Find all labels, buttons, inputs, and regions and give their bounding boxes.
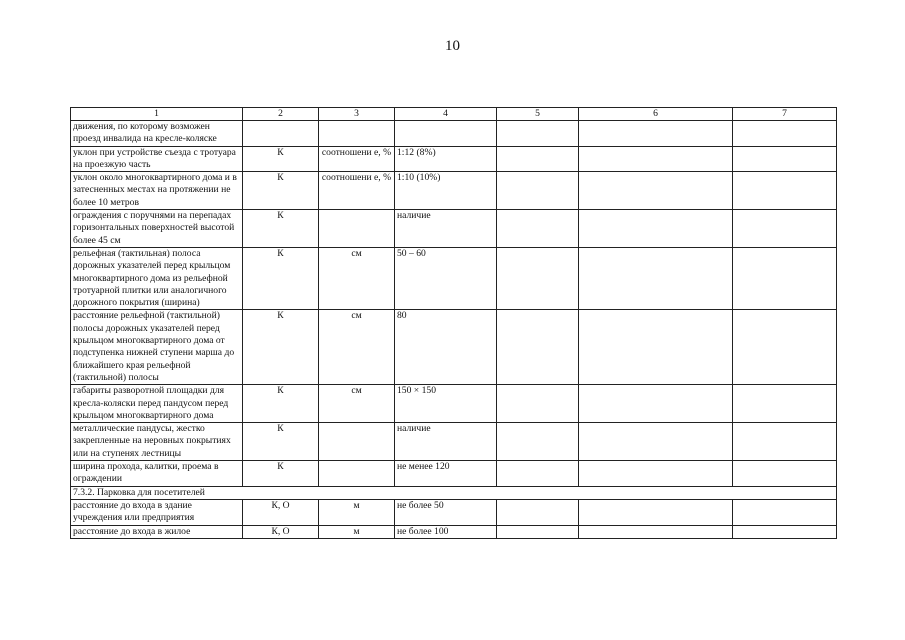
- column-header: 7: [733, 108, 837, 121]
- parameter-cell: расстояние рельефной (тактильной) полосы дорожных указателей перед крыльцом многоквартирного дома от подступенка нижней ступени марша до ближайшего края рельефной (тактильной) полосы: [71, 310, 243, 385]
- table-row: [71, 146, 837, 172]
- value-cell: [497, 210, 579, 248]
- value-cell: м: [319, 499, 395, 525]
- value-cell: [733, 146, 837, 172]
- value-cell: [395, 121, 497, 147]
- column-header: 3: [319, 108, 395, 121]
- value-cell: [733, 525, 837, 538]
- value-cell: [733, 423, 837, 461]
- value-cell: [497, 310, 579, 385]
- value-cell: [733, 499, 837, 525]
- requirements-table: [70, 107, 837, 539]
- value-cell: [579, 423, 733, 461]
- value-cell: [579, 172, 733, 210]
- value-cell: К: [243, 461, 319, 487]
- section-title: 7.3.2. Парковка для посетителей: [71, 486, 837, 499]
- column-header: 1: [71, 108, 243, 121]
- column-header: 6: [579, 108, 733, 121]
- table-row: [71, 423, 837, 461]
- value-cell: [319, 210, 395, 248]
- value-cell: соотношени е, %: [319, 172, 395, 210]
- value-cell: [733, 172, 837, 210]
- value-cell: [319, 423, 395, 461]
- value-cell: [243, 121, 319, 147]
- value-cell: [497, 499, 579, 525]
- table-row: [71, 172, 837, 210]
- value-cell: К: [243, 210, 319, 248]
- value-cell: 80: [395, 310, 497, 385]
- value-cell: [579, 525, 733, 538]
- parameter-cell: расстояние до входа в здание учреждения или предприятия: [71, 499, 243, 525]
- value-cell: 1:10 (10%): [395, 172, 497, 210]
- parameter-cell: металлические пандусы, жестко закрепленные на неровных покрытиях или на ступенях лестницы: [71, 423, 243, 461]
- value-cell: К: [243, 310, 319, 385]
- value-cell: 50 – 60: [395, 247, 497, 309]
- value-cell: [733, 210, 837, 248]
- value-cell: [497, 525, 579, 538]
- value-cell: наличие: [395, 423, 497, 461]
- value-cell: [497, 172, 579, 210]
- table-row: [71, 385, 837, 423]
- parameter-cell: расстояние до входа в жилое: [71, 525, 243, 538]
- table-row: [71, 499, 837, 525]
- column-header: 5: [497, 108, 579, 121]
- value-cell: [579, 146, 733, 172]
- value-cell: К: [243, 385, 319, 423]
- value-cell: [497, 385, 579, 423]
- value-cell: [579, 499, 733, 525]
- page-number: 10: [445, 38, 460, 54]
- value-cell: К: [243, 172, 319, 210]
- value-cell: [733, 121, 837, 147]
- parameter-cell: уклон около многоквартирного дома и в затесненных местах на протяжении не более 10 метров: [71, 172, 243, 210]
- value-cell: [319, 461, 395, 487]
- value-cell: [497, 247, 579, 309]
- value-cell: 150 × 150: [395, 385, 497, 423]
- value-cell: [579, 210, 733, 248]
- table-row: [71, 247, 837, 309]
- value-cell: [497, 121, 579, 147]
- value-cell: не более 50: [395, 499, 497, 525]
- value-cell: [733, 247, 837, 309]
- parameter-cell: уклон при устройстве съезда с тротуара на проезжую часть: [71, 146, 243, 172]
- value-cell: м: [319, 525, 395, 538]
- value-cell: [319, 121, 395, 147]
- table-row: [71, 461, 837, 487]
- value-cell: [497, 423, 579, 461]
- table-row: [71, 121, 837, 147]
- value-cell: [579, 385, 733, 423]
- table-row: [71, 210, 837, 248]
- value-cell: соотношени е, %: [319, 146, 395, 172]
- value-cell: К: [243, 247, 319, 309]
- value-cell: [733, 461, 837, 487]
- value-cell: [497, 461, 579, 487]
- column-header: 4: [395, 108, 497, 121]
- table-row: [71, 310, 837, 385]
- value-cell: [579, 247, 733, 309]
- parameter-cell: движения, по которому возможен проезд инвалида на кресле-коляске: [71, 121, 243, 147]
- value-cell: см: [319, 310, 395, 385]
- value-cell: [579, 461, 733, 487]
- section-heading-row: [71, 486, 837, 499]
- value-cell: К: [243, 146, 319, 172]
- value-cell: К, О: [243, 525, 319, 538]
- parameter-cell: рельефная (тактильная) полоса дорожных указателей перед крыльцом многоквартирного дома из рельефной тротуарной плитки или аналогичного дорожного покрытия (ширина): [71, 247, 243, 309]
- value-cell: К: [243, 423, 319, 461]
- value-cell: [733, 310, 837, 385]
- value-cell: [579, 121, 733, 147]
- value-cell: наличие: [395, 210, 497, 248]
- value-cell: не менее 120: [395, 461, 497, 487]
- value-cell: [733, 385, 837, 423]
- parameter-cell: ограждения с поручнями на перепадах горизонтальных поверхностей высотой более 45 см: [71, 210, 243, 248]
- value-cell: не более 100: [395, 525, 497, 538]
- value-cell: К, О: [243, 499, 319, 525]
- value-cell: см: [319, 247, 395, 309]
- value-cell: см: [319, 385, 395, 423]
- table-row: [71, 525, 837, 538]
- table-header-row: [71, 108, 837, 121]
- parameter-cell: ширина прохода, калитки, проема в ограждении: [71, 461, 243, 487]
- value-cell: [579, 310, 733, 385]
- value-cell: [497, 146, 579, 172]
- parameter-cell: габариты разворотной площадки для кресла-коляски перед пандусом перед крыльцом многоквартирного дома: [71, 385, 243, 423]
- column-header: 2: [243, 108, 319, 121]
- value-cell: 1:12 (8%): [395, 146, 497, 172]
